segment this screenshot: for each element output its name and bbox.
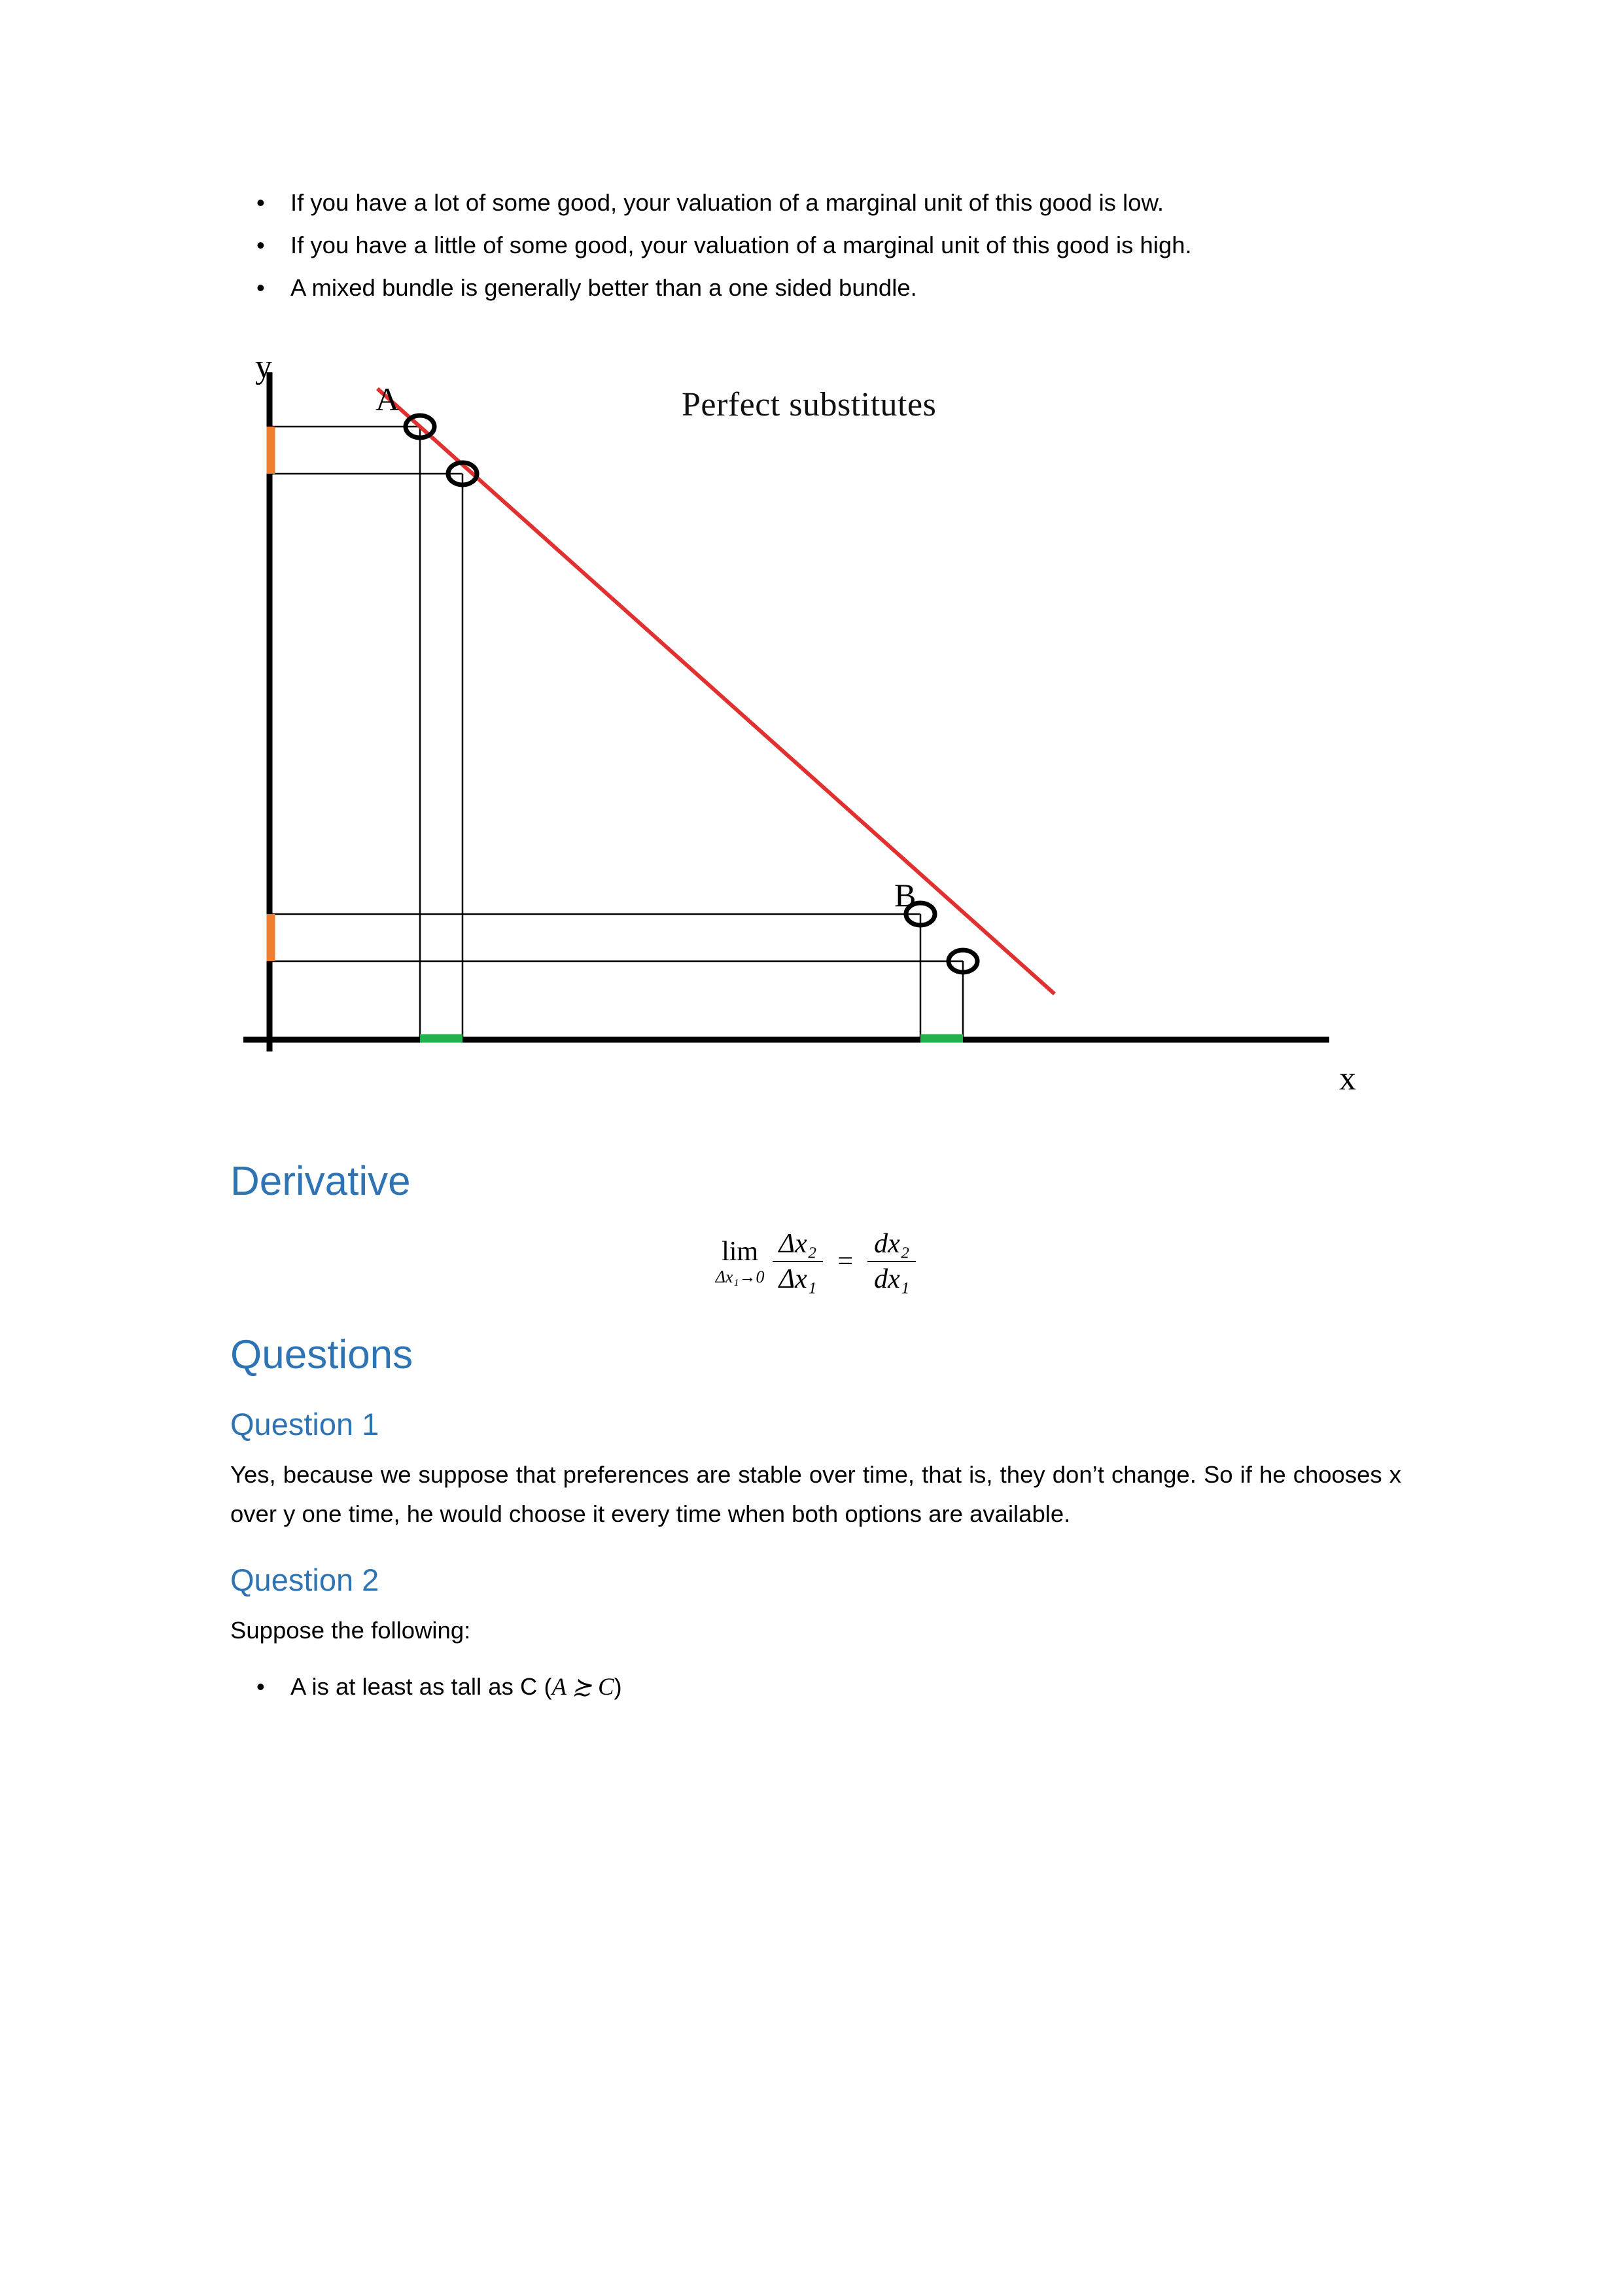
delta-denominator: Δx₁ <box>778 1263 817 1294</box>
differential-fraction <box>867 1228 916 1295</box>
indifference-curve-line <box>377 389 1055 994</box>
heading-question-2: Question 2 <box>230 1562 379 1597</box>
derivative-formula <box>230 1228 1401 1295</box>
y-axis-label: y <box>255 348 272 386</box>
list-item-text: If you have a little of some good, your valuation of a marginal unit of this good is high. <box>290 232 1192 259</box>
heading-derivative: Derivative <box>230 1159 411 1205</box>
question-2-bullet-list <box>230 1667 1401 1706</box>
paragraph-question-1: Yes, because we suppose that preferences are stable over time, that is, they don’t change. So if he chooses x over y one time, he would choose it every time when both options are available. <box>230 1461 1401 1527</box>
equals-sign: = <box>837 1246 854 1277</box>
perfect-substitutes-figure <box>230 333 1401 1122</box>
figure-title: Perfect substitutes <box>682 386 937 424</box>
bullet-math: A ≿ C <box>551 1672 614 1700</box>
bullet-dot-icon: • <box>256 1672 265 1700</box>
list-item-text <box>290 1667 1401 1706</box>
delta-numerator: Δx₂ <box>773 1228 824 1262</box>
limit-operator <box>716 1236 765 1287</box>
limit-text: lim <box>722 1236 759 1267</box>
heading-question-1: Question 1 <box>230 1406 379 1441</box>
bullet-text-after: ) <box>614 1672 622 1700</box>
list-item-text: A mixed bundle is generally better than a one sided bundle. <box>290 274 917 302</box>
x-axis-label: x <box>1339 1060 1356 1098</box>
differential-numerator: dx₂ <box>867 1228 916 1262</box>
top-bullet-list <box>230 183 1401 307</box>
list-item <box>230 268 1401 307</box>
document-content <box>230 183 1401 1710</box>
point-label-b: B <box>894 877 916 914</box>
bullet-dot-icon: • <box>256 274 265 302</box>
limit-subscript: Δx₁→0 <box>715 1267 765 1286</box>
figure-svg <box>230 333 1401 1122</box>
bullet-dot-icon: • <box>256 189 265 216</box>
list-item <box>230 183 1401 222</box>
list-item <box>230 1667 1401 1706</box>
paragraph-question-2: Suppose the following: <box>230 1617 471 1644</box>
list-item-text: If you have a lot of some good, your valuation of a marginal unit of this good is low. <box>290 189 1164 216</box>
heading-questions: Questions <box>230 1332 413 1377</box>
list-item <box>230 226 1401 264</box>
delta-fraction <box>773 1228 824 1295</box>
point-label-a: A <box>375 381 400 418</box>
bullet-text-before: A is at least as tall as C ( <box>290 1672 552 1700</box>
differential-denominator: dx₁ <box>874 1263 910 1294</box>
bullet-dot-icon: • <box>256 232 265 259</box>
